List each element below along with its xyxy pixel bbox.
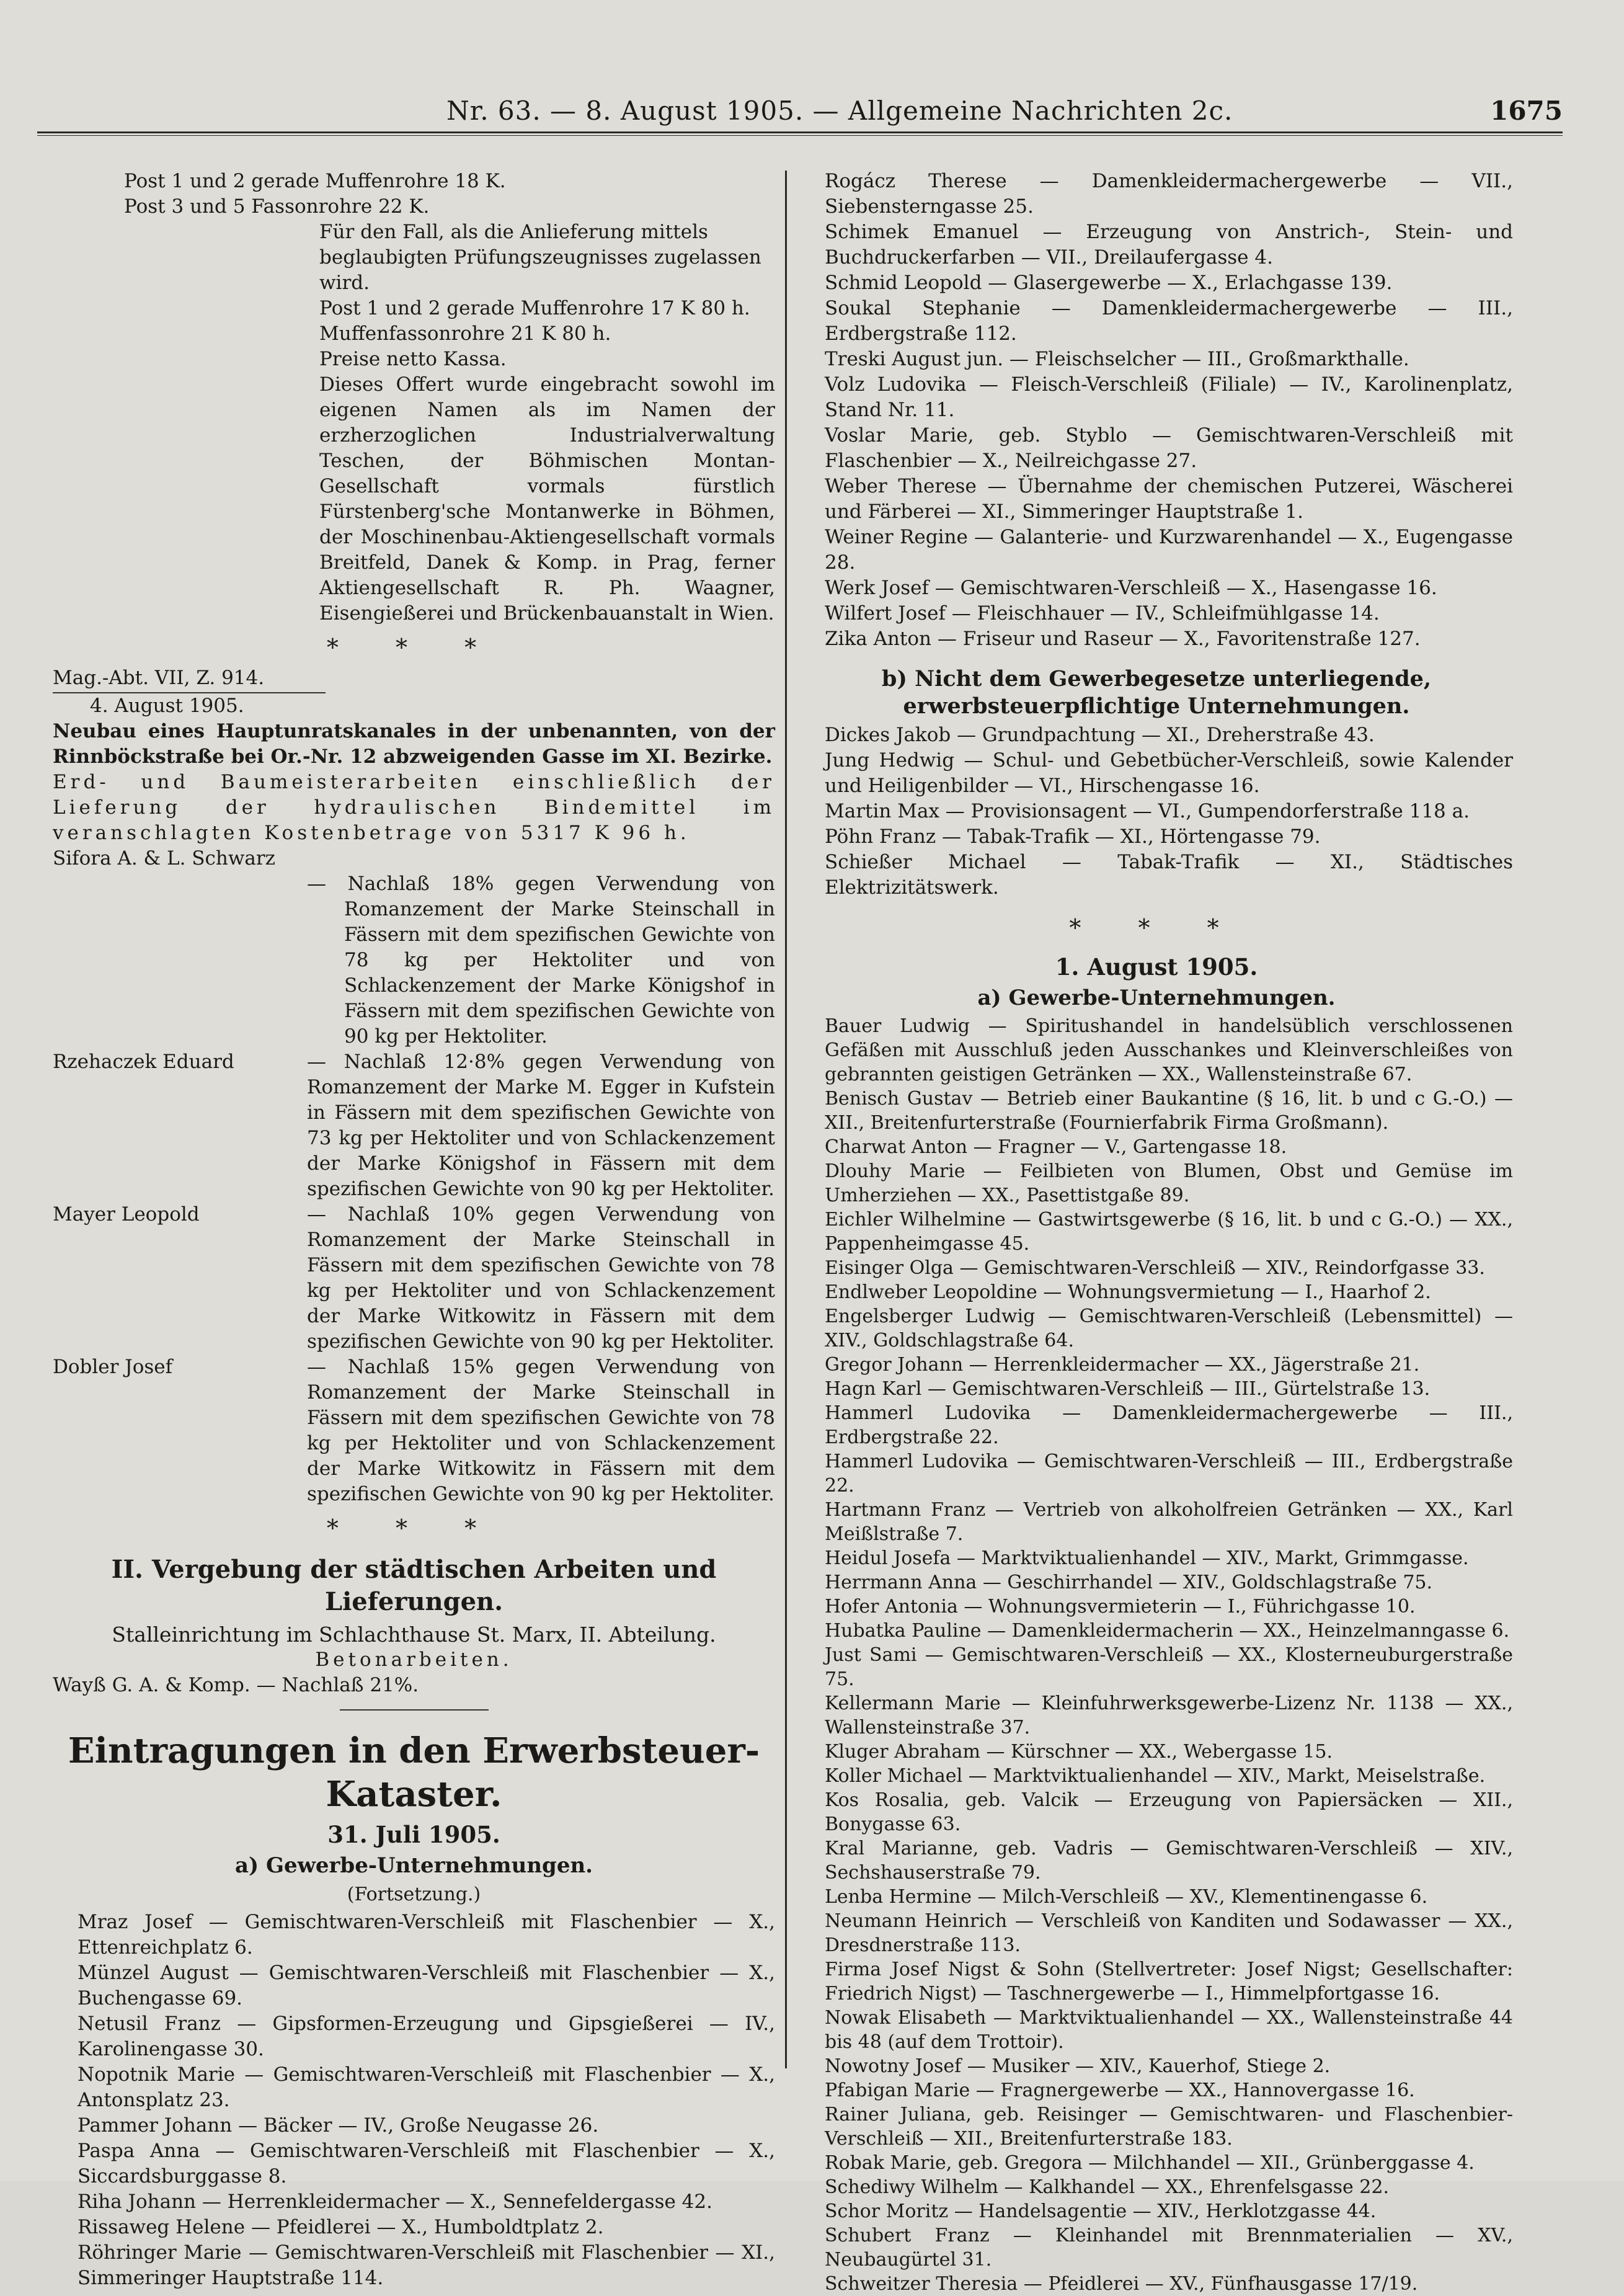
register-entry: Dickes Jakob — Grundpachtung — XI., Dreherstraße 43. — [825, 724, 1375, 746]
register-entry: Martin Max — Provisionsagent — VI., Gumpendorferstraße 118 a. — [825, 800, 1470, 822]
register-entry: Hartmann Franz — Vertrieb von alkoholfreien Getränken — XX., Karl Meißlstraße 7. — [825, 1499, 1513, 1545]
work-type: Betonarbeiten. — [315, 1649, 513, 1671]
bidder-name: Dobler Josef — [53, 1356, 173, 1378]
register-entry: Schor Moritz — Handelsagentie — XIV., Herklotzgasse 44. — [825, 2200, 1377, 2222]
register-entry: Werk Josef — Gemischtwaren-Verschleiß — X., Hasengasse 16. — [825, 577, 1437, 599]
subsection-heading: a) Gewerbe-Unternehmungen. — [234, 1853, 593, 1878]
section-title: II. Vergebung der städtischen Arbeiten und Lieferungen. — [111, 1555, 717, 1616]
main-title: Eintragungen in den Erwerbsteuer-Kataster. — [68, 1730, 760, 1815]
offer-line: Preise netto Kassa. — [319, 348, 507, 370]
register-entry: Pammer Johann — Bäcker — IV., Große Neugasse 26. — [78, 2114, 599, 2137]
bidder-name: Sifora A. & L. Schwarz — [53, 847, 276, 870]
register-entry: Wilfert Josef — Fleischhauer — IV., Schleifmühlgasse 14. — [825, 602, 1380, 625]
register-entry: Pfabigan Marie — Fragnergewerbe — XX., Hannovergasse 16. — [825, 2080, 1415, 2101]
register-entry: Volz Ludovika — Fleisch-Verschleiß (Filiale) — IV., Karolinenplatz, Stand Nr. 11. — [825, 373, 1513, 421]
register-entry: Riha Johann — Herrenkleidermacher — X., Sennefeldergasse 42. — [78, 2191, 712, 2213]
register-entry: Charwat Anton — Fragner — V., Gartengasse 18. — [825, 1136, 1287, 1158]
header-rule-thin — [37, 135, 1563, 136]
page-number: 1675 — [1490, 96, 1563, 126]
bidder-name: Mayer Leopold — [53, 1203, 200, 1226]
subsection-heading: b) Nicht dem Gewerbegesetze unterliegende, erwerbsteuerpflichtige Unternehmungen. — [881, 666, 1432, 719]
bid-text: — Nachlaß 18% gegen Verwendung von Romanzement der Marke Steinschall in Fässern mit dem spezifischen Gewichte von 78 kg per Hektoliter und von Schlackenzement der Marke Königshof in Fässern mit dem spezifischen Gewichte von 90 kg per Hektoliter. — [307, 873, 775, 1048]
offer-line: Post 1 und 2 gerade Muffenrohre 17 K 80 h. — [319, 297, 750, 319]
register-entry: Treski August jun. — Fleischselcher — III., Großmarkthalle. — [825, 348, 1409, 370]
register-entry: Kellermann Marie — Kleinfuhrwerksgewerbe-Lizenz Nr. 1138 — XX., Wallensteinstraße 37. — [825, 1693, 1513, 1738]
register-entry: Neumann Heinrich — Verschleiß von Kanditen und Sodawasser — XX., Dresdnerstraße 113. — [825, 1910, 1513, 1956]
register-entry: Pöhn Franz — Tabak-Trafik — XI., Hörtengasse 79. — [825, 825, 1321, 848]
register-entry: Dlouhy Marie — Feilbieten von Blumen, Obst und Gemüse im Umherziehen — XX., Pasettistgaße 89. — [825, 1160, 1513, 1206]
entries-group-aug1 — [800, 1014, 1513, 2296]
register-entry: Jung Hedwig — Schul- und Gebetbücher-Verschleiß, sowie Kalender und Heiligenbilder — VI., Hirschengasse 16. — [825, 749, 1513, 797]
date-heading: 31. Juli 1905. — [327, 1821, 500, 1848]
register-entry: Nowak Elisabeth — Marktviktualienhandel — XX., Wallensteinstraße 44 bis 48 (auf dem Trottoir). — [825, 2007, 1513, 2053]
offer-line: Muffenfassonrohre 21 K 80 h. — [319, 323, 611, 345]
register-entry: Nopotnik Marie — Gemischtwaren-Verschleiß mit Flaschenbier — X., Antonsplatz 23. — [78, 2063, 775, 2111]
register-entry: Kral Marianne, geb. Vadris — Gemischtwaren-Verschleiß — XIV., Sechshauserstraße 79. — [825, 1838, 1513, 1884]
register-entry: Engelsberger Ludwig — Gemischtwaren-Verschleiß (Lebensmittel) — XIV., Goldschlagstraße 64. — [825, 1306, 1513, 1351]
bid-text: — Nachlaß 15% gegen Verwendung von Romanzement der Marke Steinschall in Fässern mit dem spezifischen Gewichte von 78 kg per Hektoliter und von Schlackenzement der Marke Witkowitz in Fässern mit dem spezifischen Gewichte von 90 kg per Hektoliter. — [307, 1356, 775, 1505]
separator-stars: * * * — [326, 1515, 502, 1542]
register-entry: Hammerl Ludovika — Damenkleidermachergewerbe — III., Erdbergstraße 22. — [825, 1402, 1513, 1448]
page-header — [50, 87, 1563, 136]
register-entry: Bauer Ludwig — Spiritushandel in handelsüblich verschlossenen Gefäßen mit Ausschluß jeden Ausschankes und Kleinverschleißes von gebrannten geistigen Getränken — XX., Wallensteinstraße 67. — [825, 1015, 1513, 1085]
column-divider — [785, 171, 787, 2068]
work-description: Erd- und Baumeisterarbeiten einschließlich der Lieferung der hydraulischen Bindemittel im veranschlagten Kostenbetrage von 5317 K 96 h. — [53, 771, 775, 844]
register-entry: Hammerl Ludovika — Gemischtwaren-Verschleiß — III., Erdbergstraße 22. — [825, 1451, 1513, 1497]
register-entry: Schießer Michael — Tabak-Trafik — XI., Städtisches Elektrizitätswerk. — [825, 851, 1513, 899]
register-entry: Soukal Stephanie — Damenkleidermachergewerbe — III., Erdbergstraße 112. — [825, 297, 1513, 345]
register-entry: Rainer Juliana, geb. Reisinger — Gemischtwaren- und Flaschenbier-Verschleiß — XII., Breitenfurterstraße 183. — [825, 2104, 1513, 2150]
register-entry: Weiner Regine — Galanterie- und Kurzwarenhandel — X., Eugengasse 28. — [825, 526, 1513, 574]
offer-line: Post 3 und 5 Fassonrohre 22 K. — [124, 195, 430, 218]
register-entry: Eisinger Olga — Gemischtwaren-Verschleiß — XIV., Reindorfgasse 33. — [825, 1257, 1485, 1279]
right-column — [800, 169, 1513, 2296]
register-entry: Hubatka Pauline — Damenkleidermacherin — XX., Heinzelmanngasse 6. — [825, 1620, 1510, 1642]
register-entry: Schweitzer Theresia — Pfeidlerei — XV., Fünfhausgasse 17/19. — [825, 2273, 1418, 2295]
header-rule — [37, 131, 1563, 133]
bid-text: — Nachlaß 12·8% gegen Verwendung von Romanzement der Marke M. Egger in Kufstein in Fässern mit dem spezifischen Gewichte von 73 kg per Hektoliter und von Schlackenzement der Marke Königshof in Fässern mit dem spezifischen Gewichte von 90 kg per Hektoliter. — [307, 1051, 775, 1200]
notice-date: 4. August 1905. — [90, 695, 244, 717]
register-entry: Just Sami — Gemischtwaren-Verschleiß — XX., Klosterneuburgerstraße 75. — [825, 1644, 1513, 1690]
offer-line: Für den Fall, als die Anlieferung mittels beglaubigten Prüfungszeugnisses zugelassen wird. — [319, 221, 761, 294]
project-title: Neubau eines Hauptunratskanales in der unbenannten, von der Rinnböckstraße bei Or.-Nr. 12 abzweigenden Gasse im XI. Bezirke. — [53, 720, 775, 768]
offer-line: Post 1 und 2 gerade Muffenrohre 18 K. — [124, 170, 506, 192]
register-entry: Schediwy Wilhelm — Kalkhandel — XX., Ehrenfelsgasse 22. — [825, 2176, 1389, 2198]
register-entry: Heidul Josefa — Marktviktualienhandel — XIV., Markt, Grimmgasse. — [825, 1547, 1469, 1569]
bid-text: — Nachlaß 10% gegen Verwendung von Romanzement der Marke Steinschall in Fässern mit dem spezifischen Gewichte von 78 kg per Hektoliter und von Schlackenzement der Marke Witkowitz in Fässern mit dem spezifischen Gewichte von 90 kg per Hektoliter. — [307, 1203, 775, 1353]
register-entry: Kluger Abraham — Kürschner — XX., Webergasse 15. — [825, 1741, 1333, 1763]
register-entry: Weber Therese — Übernahme der chemischen Putzerei, Wäscherei und Färberei — XI., Simmeringer Hauptstraße 1. — [825, 475, 1513, 523]
date-heading: 1. August 1905. — [1055, 953, 1258, 981]
bid-line: Wayß G. A. & Komp. — Nachlaß 21%. — [53, 1674, 419, 1696]
register-entry: Eichler Wilhelmine — Gastwirtsgewerbe (§ 16, lit. b und c G.-O.) — XX., Pappenheimgasse 45. — [825, 1209, 1513, 1255]
register-entry: Herrmann Anna — Geschirrhandel — XIV., Goldschlagstraße 75. — [825, 1572, 1433, 1593]
register-entry: Rogácz Therese — Damenkleidermachergewerbe — VII., Siebensterngasse 25. — [825, 170, 1513, 218]
register-entry: Gregor Johann — Herrenkleidermacher — XX., Jägerstraße 21. — [825, 1354, 1420, 1376]
separator-stars: * * * — [1069, 914, 1244, 941]
register-entry: Benisch Gustav — Betrieb einer Baukantine (§ 16, lit. b und c G.-O.) — XII., Breitenfurterstraße (Fournierfabrik Firma Großmann). — [825, 1088, 1513, 1134]
register-entry: Robak Marie, geb. Gregora — Milchhandel — XII., Grünberggasse 4. — [825, 2152, 1475, 2174]
register-entry: Hofer Antonia — Wohnungsvermieterin — I., Führichgasse 10. — [825, 1596, 1416, 1617]
register-entry: Mraz Josef — Gemischtwaren-Verschleiß mit Flaschenbier — X., Ettenreichplatz 6. — [78, 1911, 775, 1959]
subsection-heading: a) Gewerbe-Unternehmungen. — [977, 986, 1336, 1010]
register-entry: Münzel August — Gemischtwaren-Verschleiß mit Flaschenbier — X., Buchengasse 69. — [78, 1962, 775, 2009]
separator-stars: * * * — [326, 634, 502, 661]
register-entry: Lenba Hermine — Milch-Verschleiß — XV., Klementinengasse 6. — [825, 1886, 1428, 1908]
register-entry: Koller Michael — Marktviktualienhandel — XIV., Markt, Meiselstraße. — [825, 1765, 1486, 1787]
running-title: Nr. 63. — 8. August 1905. — Allgemeine Nachrichten 2c. — [446, 96, 1233, 126]
bid-entry — [53, 1355, 775, 1507]
register-entry: Zika Anton — Friseur und Raseur — X., Favoritenstraße 127. — [825, 628, 1421, 650]
left-column — [53, 169, 775, 2291]
register-entry: Nowotny Josef — Musiker — XIV., Kauerhof, Stiege 2. — [825, 2055, 1331, 2077]
register-entry: Schmid Leopold — Glasergewerbe — X., Erlachgasse 139. — [825, 272, 1393, 294]
bid-entry — [53, 1049, 775, 1202]
bid-entry — [53, 846, 775, 871]
register-entry: Hagn Karl — Gemischtwaren-Verschleiß — III., Gürtelstraße 13. — [825, 1378, 1431, 1400]
register-entry: Endlweber Leopoldine — Wohnungsvermietung — I., Haarhof 2. — [825, 1281, 1431, 1303]
section-rule — [340, 1709, 489, 1711]
entries-group-b — [800, 723, 1513, 901]
register-entry: Rissaweg Helene — Pfeidlerei — X., Humboldtplatz 2. — [78, 2216, 604, 2238]
register-entry: Netusil Franz — Gipsformen-Erzeugung und Gipsgießerei — IV., Karolinengasse 30. — [78, 2013, 775, 2060]
bid-entry — [53, 1202, 775, 1355]
register-entry: Firma Josef Nigst & Sohn (Stellvertreter: Josef Nigst; Gesellschafter: Friedrich Nigst) — Taschnergewerbe — I., Himmelpfortgasse 16. — [825, 1959, 1513, 2005]
register-entry: Paspa Anna — Gemischtwaren-Verschleiß mit Flaschenbier — X., Siccardsburggasse 8. — [78, 2140, 775, 2187]
register-entry: Schubert Franz — Kleinhandel mit Brennmaterialien — XV., Neubaugürtel 31. — [825, 2225, 1513, 2271]
department-ref: Mag.-Abt. VII, Z. 914. — [53, 665, 326, 693]
bidder-name: Rzehaczek Eduard — [53, 1051, 234, 1073]
register-entry: Voslar Marie, geb. Styblo — Gemischtwaren-Verschleiß mit Flaschenbier — X., Neilreichgasse 27. — [825, 424, 1513, 472]
register-entry: Röhringer Marie — Gemischtwaren-Verschleiß mit Flaschenbier — XI., Simmeringer Hauptstraße 114. — [78, 2241, 775, 2289]
register-entry: Schimek Emanuel — Erzeugung von Anstrich-, Stein- und Buchdruckerfarben — VII., Dreilaufergasse 4. — [825, 221, 1513, 269]
continuation-note: (Fortsetzung.) — [347, 1884, 481, 1905]
register-entry: Kos Rosalia, geb. Valcik — Erzeugung von Papiersäcken — XII., Bonygasse 63. — [825, 1789, 1513, 1835]
offer-line: Dieses Offert wurde eingebracht sowohl im eigenen Namen als im Namen der erzherzoglichen Industrialverwaltung Teschen, der Böhmischen Montan-Gesellschaft vormals fürstlich Fürstenberg'sche Montanwerke in Böhmen, der Moschinenbau-Aktiengesellschaft vormals Breitfeld, Danek & Komp. in Prag, ferner Aktiengesellschaft R. Ph. Waagner, Eisengießerei und Brückenbauanstalt in Wien. — [319, 373, 775, 625]
entries-group-a-cont — [800, 169, 1513, 652]
section-subtitle: Stalleinrichtung im Schlachthause St. Marx, II. Abteilung. — [112, 1622, 716, 1647]
